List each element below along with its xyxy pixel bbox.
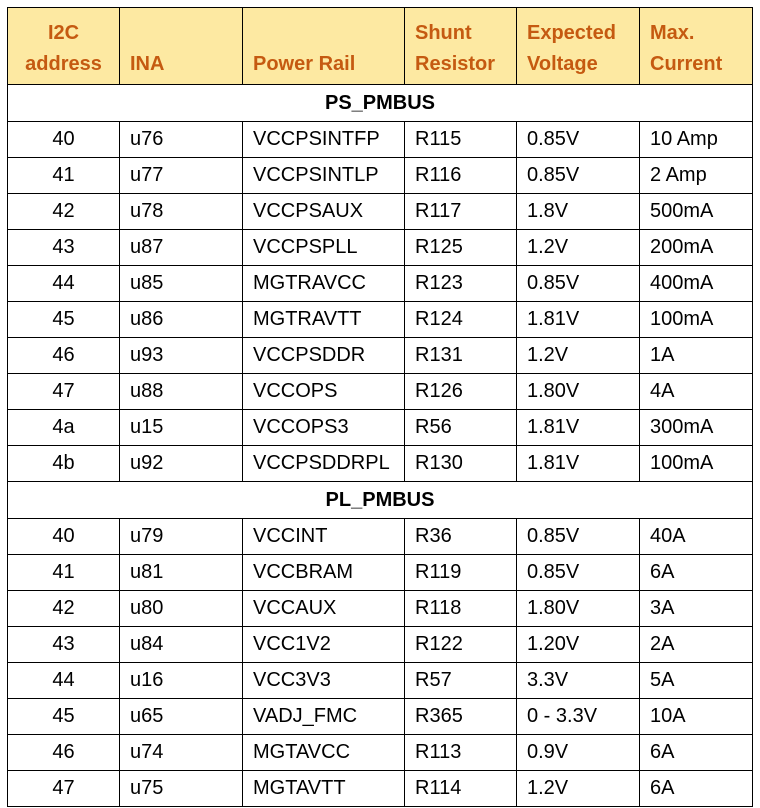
expected-voltage-cell: 0.9V [517, 735, 640, 771]
expected-voltage-cell: 1.2V [517, 338, 640, 374]
max-current-cell: 200mA [640, 230, 753, 266]
power-rail-cell: VCCPSINTLP [243, 158, 405, 194]
table-body [8, 85, 753, 807]
table-row [8, 122, 753, 158]
max-current-cell: 3A [640, 591, 753, 627]
expected-voltage-cell: 0.85V [517, 122, 640, 158]
i2c-address-cell: 41 [8, 555, 120, 591]
ina-cell: u79 [120, 519, 243, 555]
expected-voltage-cell: 1.2V [517, 771, 640, 807]
section-title: PL_PMBUS [8, 482, 753, 519]
table-row [8, 627, 753, 663]
table-row [8, 446, 753, 482]
power-rail-cell: VCCPSDDRPL [243, 446, 405, 482]
table-row [8, 519, 753, 555]
i2c-address-cell: 47 [8, 771, 120, 807]
table-header [8, 8, 753, 85]
expected-voltage-cell: 1.80V [517, 591, 640, 627]
i2c-address-cell: 40 [8, 122, 120, 158]
i2c-address-cell: 43 [8, 230, 120, 266]
i2c-address-cell: 45 [8, 302, 120, 338]
shunt-resistor-cell: R130 [405, 446, 517, 482]
expected-voltage-cell: 1.81V [517, 410, 640, 446]
ina-cell: u85 [120, 266, 243, 302]
power-rail-cell: VADJ_FMC [243, 699, 405, 735]
shunt-resistor-cell: R118 [405, 591, 517, 627]
ina-cell: u78 [120, 194, 243, 230]
expected-voltage-cell: 1.81V [517, 302, 640, 338]
i2c-address-cell: 40 [8, 519, 120, 555]
i2c-address-cell: 4a [8, 410, 120, 446]
expected-voltage-cell: 1.2V [517, 230, 640, 266]
shunt-resistor-cell: R124 [405, 302, 517, 338]
table-row [8, 194, 753, 230]
power-rail-table [7, 7, 753, 807]
power-rail-cell: VCCPSPLL [243, 230, 405, 266]
table-row [8, 771, 753, 807]
expected-voltage-cell: 1.8V [517, 194, 640, 230]
max-current-cell: 6A [640, 735, 753, 771]
shunt-resistor-cell: R115 [405, 122, 517, 158]
ina-cell: u65 [120, 699, 243, 735]
power-rail-cell: VCCPSDDR [243, 338, 405, 374]
i2c-address-cell: 44 [8, 663, 120, 699]
power-rail-cell: VCCBRAM [243, 555, 405, 591]
i2c-address-cell: 41 [8, 158, 120, 194]
i2c-address-cell: 45 [8, 699, 120, 735]
ina-cell: u76 [120, 122, 243, 158]
max-current-cell: 5A [640, 663, 753, 699]
ina-cell: u81 [120, 555, 243, 591]
expected-voltage-cell: 0.85V [517, 158, 640, 194]
shunt-resistor-cell: R113 [405, 735, 517, 771]
shunt-resistor-cell: R119 [405, 555, 517, 591]
power-rail-cell: VCCOPS3 [243, 410, 405, 446]
power-rail-cell: VCCPSINTFP [243, 122, 405, 158]
header-i2c-address: I2C address [8, 8, 120, 85]
max-current-cell: 2 Amp [640, 158, 753, 194]
max-current-cell: 1A [640, 338, 753, 374]
ina-cell: u86 [120, 302, 243, 338]
table-row [8, 266, 753, 302]
power-rail-cell: MGTAVTT [243, 771, 405, 807]
expected-voltage-cell: 0.85V [517, 519, 640, 555]
header-max-current: Max. Current [640, 8, 753, 85]
shunt-resistor-cell: R36 [405, 519, 517, 555]
table-row [8, 699, 753, 735]
ina-cell: u75 [120, 771, 243, 807]
i2c-address-cell: 46 [8, 735, 120, 771]
table-row [8, 374, 753, 410]
expected-voltage-cell: 0.85V [517, 555, 640, 591]
i2c-address-cell: 4b [8, 446, 120, 482]
max-current-cell: 4A [640, 374, 753, 410]
section-title: PS_PMBUS [8, 85, 753, 122]
max-current-cell: 400mA [640, 266, 753, 302]
shunt-resistor-cell: R131 [405, 338, 517, 374]
ina-cell: u84 [120, 627, 243, 663]
ina-cell: u15 [120, 410, 243, 446]
table-row [8, 591, 753, 627]
table-row [8, 338, 753, 374]
header-row [8, 8, 753, 85]
power-rail-cell: MGTAVCC [243, 735, 405, 771]
power-rail-cell: MGTRAVTT [243, 302, 405, 338]
header-ina: INA [120, 8, 243, 85]
max-current-cell: 100mA [640, 446, 753, 482]
header-shunt-resistor: Shunt Resistor [405, 8, 517, 85]
ina-cell: u74 [120, 735, 243, 771]
expected-voltage-cell: 1.80V [517, 374, 640, 410]
table-row [8, 230, 753, 266]
table-row [8, 555, 753, 591]
i2c-address-cell: 42 [8, 591, 120, 627]
table-row [8, 735, 753, 771]
i2c-address-cell: 43 [8, 627, 120, 663]
shunt-resistor-cell: R123 [405, 266, 517, 302]
power-rail-cell: VCCOPS [243, 374, 405, 410]
max-current-cell: 500mA [640, 194, 753, 230]
ina-cell: u88 [120, 374, 243, 410]
expected-voltage-cell: 0.85V [517, 266, 640, 302]
table-row [8, 663, 753, 699]
ina-cell: u16 [120, 663, 243, 699]
ina-cell: u80 [120, 591, 243, 627]
expected-voltage-cell: 1.20V [517, 627, 640, 663]
max-current-cell: 40A [640, 519, 753, 555]
table-row [8, 302, 753, 338]
section-header-row [8, 85, 753, 122]
ina-cell: u93 [120, 338, 243, 374]
header-power-rail: Power Rail [243, 8, 405, 85]
shunt-resistor-cell: R125 [405, 230, 517, 266]
shunt-resistor-cell: R116 [405, 158, 517, 194]
power-rail-cell: VCCAUX [243, 591, 405, 627]
shunt-resistor-cell: R365 [405, 699, 517, 735]
expected-voltage-cell: 3.3V [517, 663, 640, 699]
shunt-resistor-cell: R56 [405, 410, 517, 446]
shunt-resistor-cell: R122 [405, 627, 517, 663]
shunt-resistor-cell: R117 [405, 194, 517, 230]
shunt-resistor-cell: R114 [405, 771, 517, 807]
table-row [8, 158, 753, 194]
power-rail-cell: VCC1V2 [243, 627, 405, 663]
max-current-cell: 2A [640, 627, 753, 663]
shunt-resistor-cell: R57 [405, 663, 517, 699]
table-row [8, 410, 753, 446]
max-current-cell: 100mA [640, 302, 753, 338]
ina-cell: u87 [120, 230, 243, 266]
ina-cell: u92 [120, 446, 243, 482]
i2c-address-cell: 44 [8, 266, 120, 302]
expected-voltage-cell: 1.81V [517, 446, 640, 482]
max-current-cell: 300mA [640, 410, 753, 446]
power-rail-cell: VCCINT [243, 519, 405, 555]
max-current-cell: 10 Amp [640, 122, 753, 158]
ina-cell: u77 [120, 158, 243, 194]
i2c-address-cell: 47 [8, 374, 120, 410]
section-header-row [8, 482, 753, 519]
shunt-resistor-cell: R126 [405, 374, 517, 410]
power-rail-cell: VCCPSAUX [243, 194, 405, 230]
power-rail-cell: VCC3V3 [243, 663, 405, 699]
i2c-address-cell: 46 [8, 338, 120, 374]
max-current-cell: 10A [640, 699, 753, 735]
expected-voltage-cell: 0 - 3.3V [517, 699, 640, 735]
i2c-address-cell: 42 [8, 194, 120, 230]
max-current-cell: 6A [640, 555, 753, 591]
max-current-cell: 6A [640, 771, 753, 807]
header-expected-voltage: Expected Voltage [517, 8, 640, 85]
power-rail-cell: MGTRAVCC [243, 266, 405, 302]
